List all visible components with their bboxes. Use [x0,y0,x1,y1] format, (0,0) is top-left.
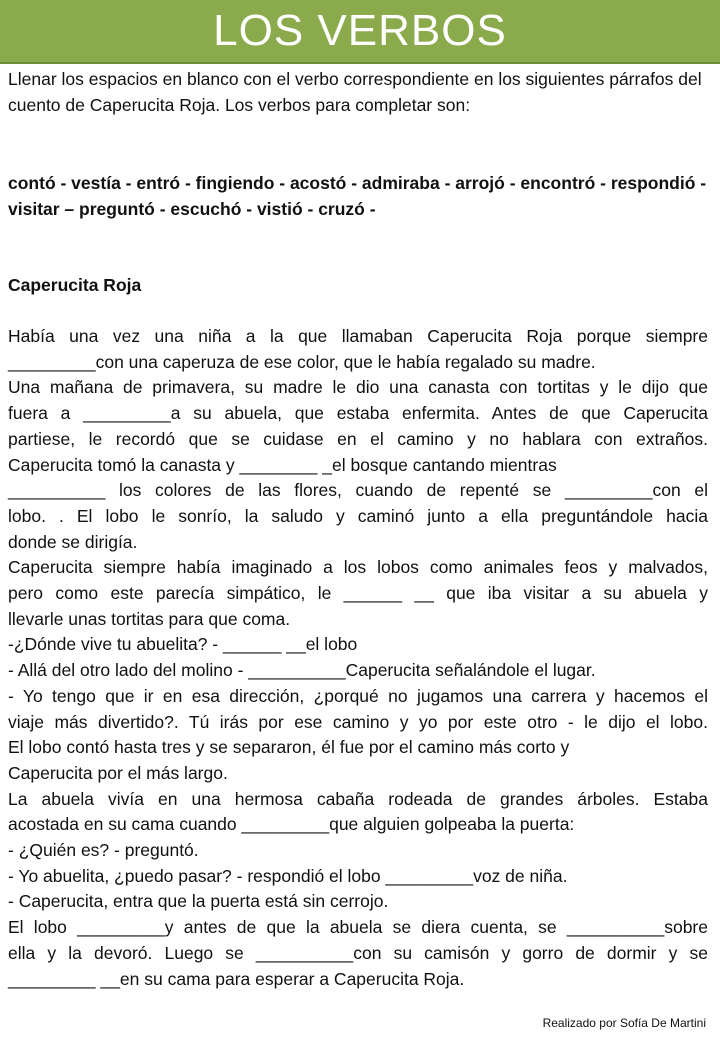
story-line: llevarle unas tortitas para que coma. [8,608,291,629]
story-title: Caperucita Roja [8,275,142,295]
story-line: - Caperucita, entra que la puerta está sin cerrojo. [8,891,389,912]
story-line: partiese, le recordó que se cuidase en el camino y no hablara con extraños. [8,428,708,449]
verb-list: contó - vestía - entró - fingiendo - acostó - admiraba - arrojó - encontró - respondió -visitar – preguntó - escuchó - vistió - cruzó - [8,173,707,219]
story-line: lobo. . El lobo le sonrío, la saludo y caminó junto a ella preguntándole hacia [8,505,708,526]
story-line: La abuela vivía en una hermosa cabaña rodeada de grandes árboles. Estaba [8,788,708,809]
story-line: ella y la devoró. Luego se __________con su camisón y gorro de dormir y se [8,942,708,963]
story-line: _________con una caperuza de ese color, que le había regalado su madre. [8,351,596,372]
story-line: acostada en su cama cuando _________que alguien golpeaba la puerta: [8,814,575,835]
story-line: - Yo abuelita, ¿puedo pasar? - respondió el lobo _________voz de niña. [8,865,568,886]
worksheet-body [8,66,708,989]
instructions-text: Llenar los espacios en blanco con el verbo correspondiente en los siguientes párrafos del cuento de Caperucita Roja. Los verbos para completar son: [8,69,702,115]
story-line: Había una vez una niña a la que llamaban Caperucita Roja porque siempre [8,326,708,346]
story-line: El lobo contó hasta tres y se separaron, él fue por el camino más corto y [8,737,570,758]
story-line: Una mañana de primavera, su madre le dio una canasta con tortitas y le dijo que [8,377,708,398]
story-line: __________ los colores de las flores, cuando de repenté se _________con el [8,480,708,501]
story-line: _________ __en su cama para esperar a Caperucita Roja. [8,968,465,989]
story-text [8,324,708,992]
author-credit: Realizado por Sofía De Martini [542,1016,706,1030]
story-line: Caperucita siempre había imaginado a los lobos como animales feos y malvados, [8,557,708,578]
story-line: - Allá del otro lado del molino - __________Caperucita señalándole el lugar. [8,660,596,681]
page-title: LOS VERBOS [213,6,507,55]
story-line: fuera a _________a su abuela, que estaba enfermita. Antes de que Caperucita [8,403,708,424]
story-line: Caperucita tomó la canasta y ________ _el bosque cantando mientras [8,454,557,475]
story-line: - Yo tengo que ir en esa dirección, ¿porqué no jugamos una carrera y hacemos el [8,685,708,706]
story-line: El lobo _________y antes de que la abuela se diera cuenta, se __________sobre [8,917,708,938]
story-line: - ¿Quién es? - preguntó. [8,840,199,861]
story-line: -¿Dónde vive tu abuelita? - ______ __el lobo [8,634,358,655]
story-line: viaje más divertido?. Tú irás por ese camino y yo por este otro - le dijo el lobo. [8,711,708,732]
title-banner [0,0,720,64]
story-line: Caperucita por el más largo. [8,762,228,783]
story-line: donde se dirigía. [8,531,138,552]
story-line: pero como este parecía simpático, le ______ __ que iba visitar a su abuela y [8,583,708,604]
